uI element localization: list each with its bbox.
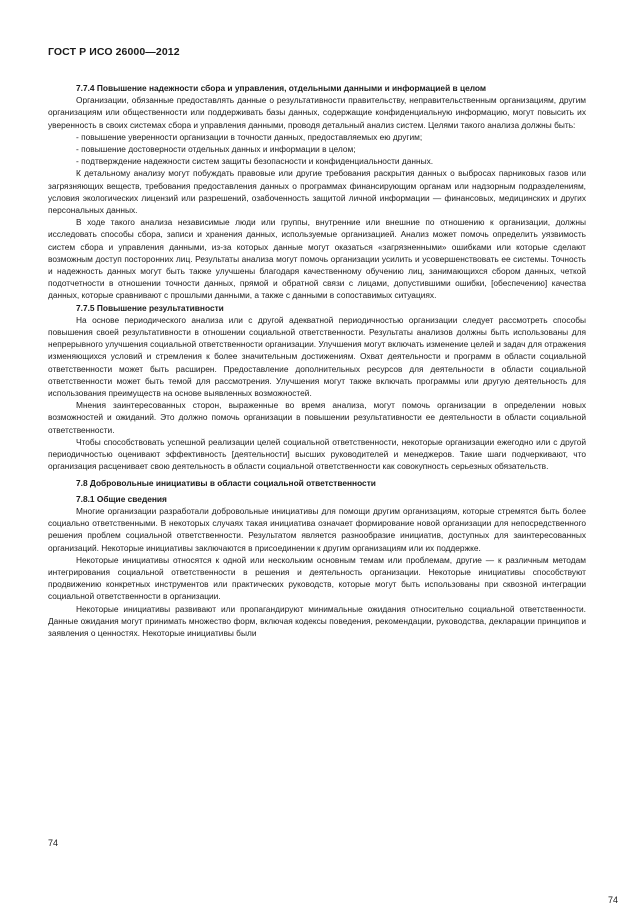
paragraph: В ходе такого анализа независимые люди или группы, внутренние или внешние по отношению к организации, должны исследовать способы сбора, записи и хранения данных, используемые организацией. Анализ может помочь определить уязвимость систем сбора и управления данными, из-за которых данные могут оказаться «загрязненными» ошибками или которые сделают возможным доступ посторонних лиц. Результаты анализа могут помочь организации усилить и усовершенствовать ее системы. Точность и надежность данных могут быть также улучшены благодаря качественному обучению лиц, занимающихся сбором данных, четкой подотчетности в отношении точности данных, прямой и обратной связи с лицами, допустившими ошибки, [обеспечению] качества данных, которые сравнивают с прошлыми данными, а также с данными в сопоставимых ситуациях. (48, 217, 586, 301)
document-body (48, 82, 586, 639)
page-number: 74 (48, 838, 59, 848)
paragraph: Многие организации разработали добровольные инициативы для помощи другим организациям, которые стремятся быть более социально ответственными. В некоторых случаях такая инициатива означает формирование новой организации для непосредственного решения проблем социальной ответственности. Результатом является разнообразие инициатив, доступных для заинтересованных организаций. Некоторые инициативы заключаются в присоединении к другим организациям или их поддержке. (48, 505, 586, 553)
section-heading-7-8: 7.8 Добровольные инициативы в области социальной ответственности (76, 477, 376, 488)
paragraph: Мнения заинтересованных сторон, выраженные во время анализа, могут помочь организации в определении новых возможностей и ожиданий. Это должно помочь организации в повышении результативности ее деятельности в области социальной ответственности. (48, 400, 586, 435)
paragraph: Некоторые инициативы развивают или пропагандируют минимальные ожидания относительно социальной ответственности. Данные ожидания могут принимать множество форм, включая кодексы поведения, рекомендации, руководства, декларации принципов и заявления о ценностях. Некоторые инициативы были (48, 603, 586, 638)
paragraph: Организации, обязанные предоставлять данные о результативности правительству, неправительственным организациям, другим организациям или общественности или поддерживать базы данных, содержащие конфиденциальную информацию, могут повысить их уверенность в своих системах сбора и управления данными, проводя детальный анализ систем. Целями такого анализа должны быть: (48, 95, 586, 130)
section-heading-7-8-1: 7.8.1 Общие сведения (76, 493, 167, 504)
list-item: - повышение достоверности отдельных данных и информации в целом; (76, 144, 356, 155)
list-item: - повышение уверенности организации в точности данных, предоставляемых ею другим; (76, 131, 423, 142)
section-heading-7-7-5: 7.7.5 Повышение результативности (76, 302, 224, 313)
paragraph: На основе периодического анализа или с другой адекватной периодичностью организации следует рассмотреть способы повышения своей результативности в отношении социальной ответственности. Результаты анализов должны быть использованы для непрерывного улучшения социальной ответственности организации. Улучшения могут включать изменение целей и задач для отражения изменяющихся условий и стремления к более значительным достижениям. Охват деятельности и программ в области социальной ответственности может быть расширен. Предоставление дополнительных ресурсов для деятельности в области социальной ответственности может быть темой для рассмотрения. Улучшения могут также включать программы или другую деятельность для использования преимуществ на основе выявленных возможностей. (48, 314, 586, 399)
paragraph: Чтобы способствовать успешной реализации целей социальной ответственности, некоторые организации ежегодно или с другой периодичностью оценивают эффективность [деятельности] высших руководителей и менеджеров. Такие шаги подчеркивают, что организация расценивает свою деятельность в области социальной ответственности как совокупность серьезных обязательств. (48, 436, 586, 472)
document-header: ГОСТ Р ИСО 26000—2012 (48, 46, 180, 58)
section-heading-7-7-4: 7.7.4 Повышение надежности сбора и управления, отдельными данными и информацией в целом (76, 83, 487, 93)
list-item: - подтверждение надежности систем защиты безопасности и конфиденциальности данных. (76, 156, 434, 167)
sheet-number: 74 (607, 895, 618, 905)
paragraph: К детальному анализу могут побуждать правовые или другие требования раскрытия данных о выбросах парниковых газов или загрязняющих веществ, требования предоставления данных о программах финансирующим органам или надзорным подразделениям, условия экологических лицензий или разрешений, озабоченность защитой личной информации — финансовых, медицинских и других персональных данных. (48, 168, 586, 216)
paragraph: Некоторые инициативы относятся к одной или нескольким основным темам или проблемам, другие — к различным методам интегрирования социальной ответственности в решения и деятельность организации. Некоторые инициативы способствуют продвижению конкретных инструментов или практических руководств, которые могут быть использованы при сквозной интеграции социальной ответственности в организации. (48, 554, 586, 602)
